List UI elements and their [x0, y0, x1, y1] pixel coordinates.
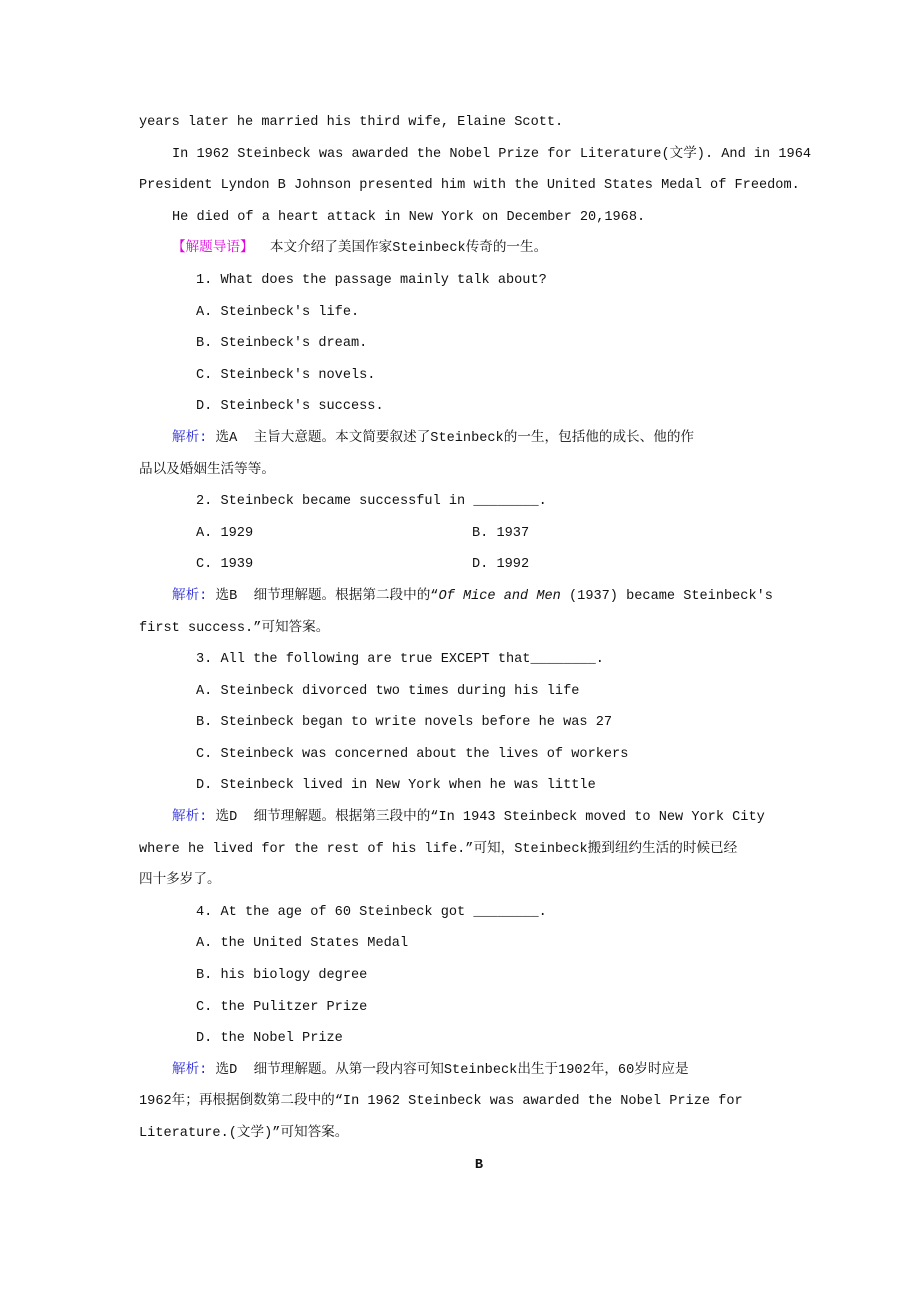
- option-row: [139, 552, 819, 584]
- option: D. Steinbeck's success.: [196, 399, 384, 415]
- option: B. Steinbeck began to write novels before he was 27: [196, 715, 613, 731]
- question-stem: 4. At the age of 60 Steinbeck got ________.: [196, 904, 547, 920]
- passage-line: In 1962 Steinbeck was awarded the Nobel Prize for Literature(文学). And in 1964: [172, 146, 812, 162]
- explanation-text: 选A 主旨大意题。本文简要叙述了Steinbeck的一生，包括他的成长、他的作: [207, 430, 695, 446]
- guide-tag: 【解题导语】: [172, 241, 254, 257]
- document-page: [139, 110, 819, 1184]
- guide-line: [139, 236, 819, 268]
- option: B. Steinbeck's dream.: [196, 336, 368, 352]
- explanation-line: [139, 805, 819, 837]
- explanation-line: 1962年；再根据倒数第二段中的“In 1962 Steinbeck was awarded the Nobel Prize for: [139, 1094, 743, 1110]
- passage-line: years later he married his third wife, Elaine Scott.: [139, 115, 564, 130]
- option: C. 1939: [196, 557, 254, 573]
- question-stem: 1. What does the passage mainly talk about?: [196, 272, 547, 288]
- option: D. the Nobel Prize: [196, 1031, 343, 1047]
- option: B. his biology degree: [196, 968, 368, 984]
- explanation-text: 选D 细节理解题。根据第三段中的“In 1943 Steinbeck moved to New York City: [207, 810, 765, 826]
- explanation-line: [139, 426, 819, 458]
- option: A. 1929: [196, 525, 254, 541]
- explanation-line: Literature.(文学)”可知答案。: [139, 1126, 349, 1141]
- option: A. Steinbeck's life.: [196, 304, 360, 320]
- option: A. Steinbeck divorced two times during his life: [196, 683, 580, 699]
- option: C. the Pulitzer Prize: [196, 999, 368, 1015]
- explanation-label: 解析:: [172, 1062, 208, 1078]
- explanation-label: 解析:: [172, 430, 208, 446]
- explanation-text: 选B 细节理解题。根据第二段中的“: [207, 588, 439, 604]
- explanation-line: where he lived for the rest of his life.”可知，Steinbeck搬到纽约生活的时候已经: [139, 841, 738, 857]
- explanation-line: [139, 1058, 819, 1090]
- guide-text: 本文介绍了美国作家Steinbeck传奇的一生。: [253, 241, 548, 257]
- book-title: Of Mice and Men: [438, 588, 561, 604]
- passage-line: President Lyndon B Johnson presented him with the United States Medal of Freedom.: [139, 178, 800, 194]
- option: C. Steinbeck's novels.: [196, 367, 376, 383]
- explanation-label: 解析:: [172, 810, 208, 826]
- explanation-line: 四十多岁了。: [139, 873, 221, 889]
- section-heading: B: [474, 1157, 484, 1173]
- option: C. Steinbeck was concerned about the lives of workers: [196, 746, 629, 762]
- question-stem: 2. Steinbeck became successful in ________.: [196, 494, 547, 510]
- option: A. the United States Medal: [196, 936, 409, 952]
- option: D. Steinbeck lived in New York when he was little: [196, 778, 596, 794]
- explanation-label: 解析:: [172, 588, 208, 604]
- explanation-line: first success.”可知答案。: [139, 620, 330, 636]
- option: B. 1937: [472, 525, 530, 541]
- passage-line: He died of a heart attack in New York on December 20,1968.: [172, 209, 646, 225]
- question-stem: 3. All the following are true EXCEPT that________.: [196, 652, 604, 668]
- option-row: [139, 521, 819, 553]
- option: D. 1992: [472, 557, 530, 573]
- explanation-line: [139, 584, 819, 616]
- explanation-text: (1937) became Steinbeck's: [560, 588, 773, 604]
- explanation-text: 选D 细节理解题。从第一段内容可知Steinbeck出生于1902年，60岁时应是: [207, 1062, 689, 1078]
- explanation-line: 品以及婚姻生活等等。: [139, 462, 275, 478]
